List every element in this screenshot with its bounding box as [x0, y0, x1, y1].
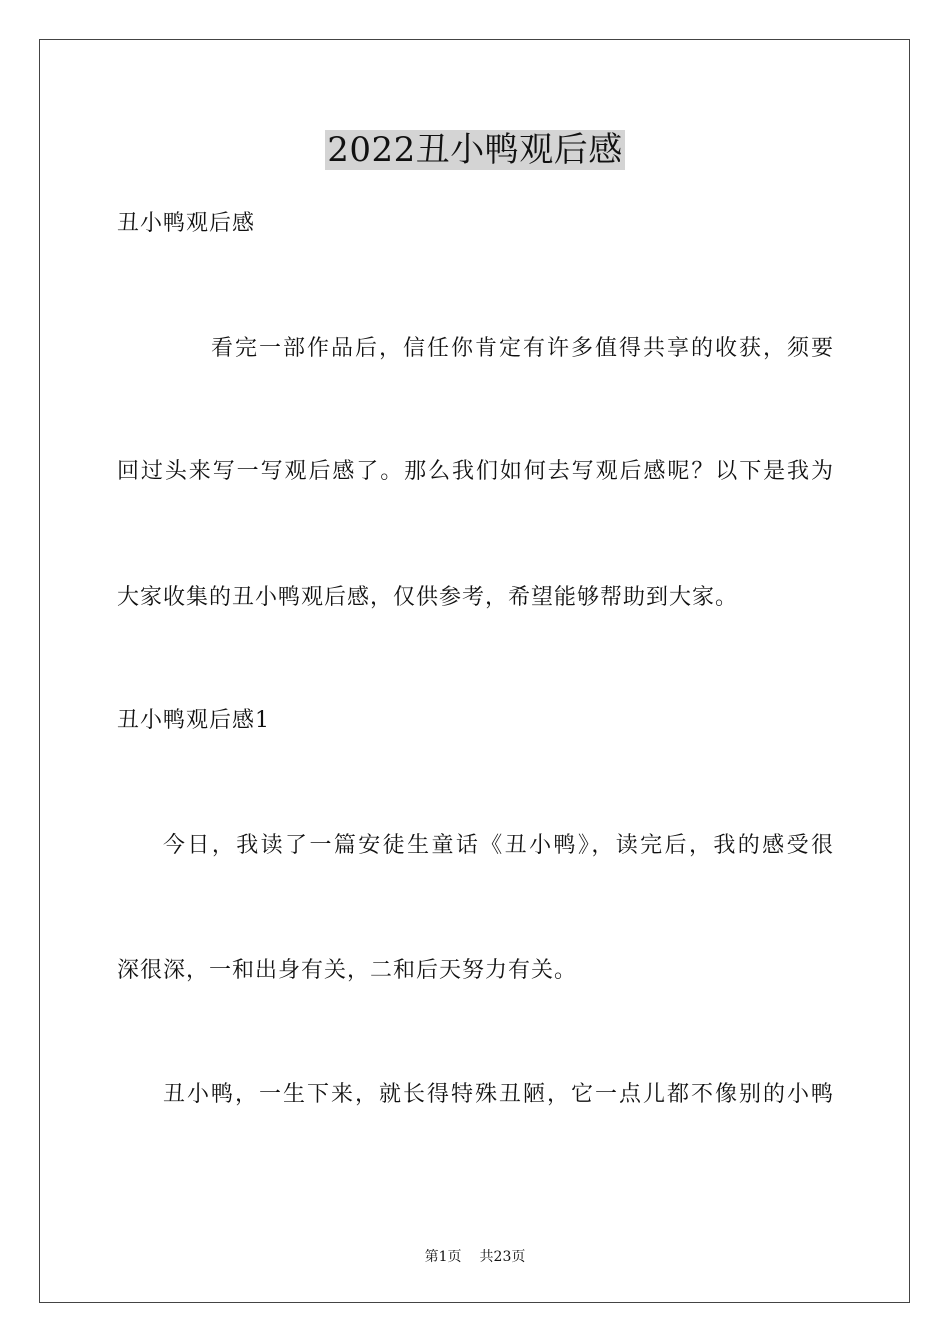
page-footer	[0, 1248, 950, 1266]
paragraph-line: 回过头来写一写观后感了。那么我们如何去写观后感呢？以下是我为	[117, 459, 833, 484]
section-heading: 丑小鸭观后感1	[117, 708, 270, 733]
paragraph-line: 看完一部作品后，信任你肯定有许多值得共享的收获，须要	[211, 336, 833, 361]
paragraph-line: 丑小鸭，一生下来，就长得特殊丑陋，它一点儿都不像别的小鸭	[163, 1082, 833, 1107]
page-number: 第1页	[424, 1249, 462, 1265]
paragraph-line: 今日，我读了一篇安徒生童话《丑小鸭》，读完后，我的感受很	[163, 833, 833, 858]
section-heading: 丑小鸭观后感	[117, 211, 256, 236]
paragraph-line: 深很深，一和出身有关，二和后天努力有关。	[117, 958, 578, 983]
document-title	[0, 126, 950, 174]
paragraph-line: 大家收集的丑小鸭观后感，仅供参考，希望能够帮助到大家。	[117, 585, 739, 610]
document-title-text: 2022丑小鸭观后感	[327, 130, 623, 170]
page-count: 共23页	[479, 1249, 526, 1265]
